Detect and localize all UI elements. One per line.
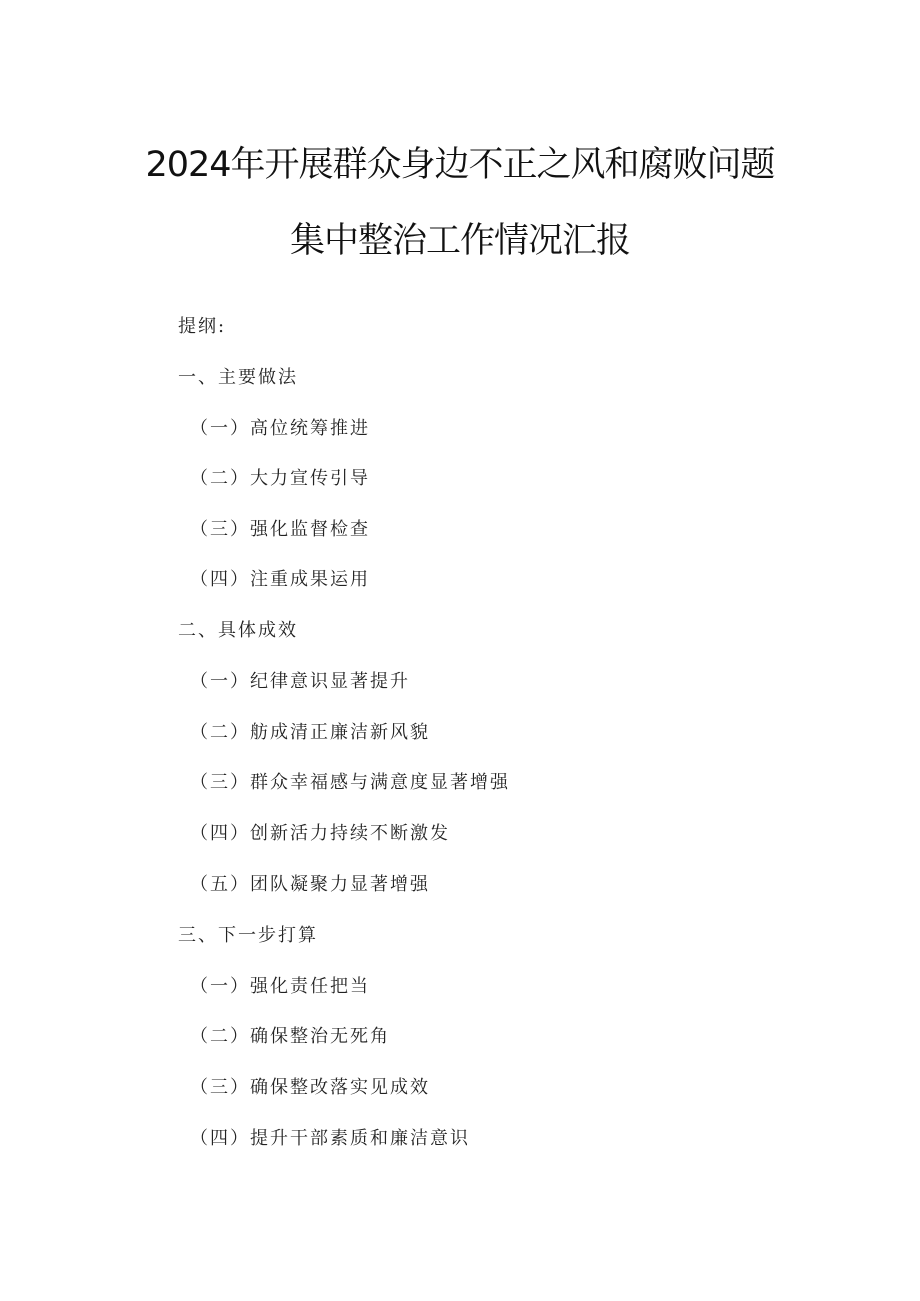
section-heading-1: 一、主要做法 xyxy=(178,367,298,388)
outline-item: （四）创新活力持续不断激发 xyxy=(190,823,450,844)
outline-item: （三）群众幸福感与满意度显著增强 xyxy=(190,772,510,793)
section-heading-2: 二、具体成效 xyxy=(178,620,298,641)
outline-item: （一）纪律意识显著提升 xyxy=(190,671,410,692)
outline-item: （二）舫成清正廉洁新风貌 xyxy=(190,722,430,743)
outline-item: （二）确保整治无死角 xyxy=(190,1026,390,1047)
outline-item: （四）提升干部素质和廉洁意识 xyxy=(190,1128,470,1149)
document-title-line-2: 集中整治工作情况汇报 xyxy=(289,221,630,261)
outline-item: （四）注重成果运用 xyxy=(190,569,370,590)
outline-item: （三）强化监督检查 xyxy=(190,519,370,540)
outline-item: （五）团队凝聚力显著增强 xyxy=(190,874,430,895)
outline-label: 提纲: xyxy=(178,316,227,337)
outline-item: （二）大力宣传引导 xyxy=(190,468,370,489)
outline-item: （一）强化责任把当 xyxy=(190,976,370,997)
section-heading-3: 三、下一步打算 xyxy=(178,925,318,946)
document-title-line-1: 2024年开展群众身边不正之风和腐败问题 xyxy=(145,145,775,185)
outline-item: （三）确保整改落实见成效 xyxy=(190,1077,430,1098)
outline-item: （一）高位统筹推进 xyxy=(190,418,370,439)
